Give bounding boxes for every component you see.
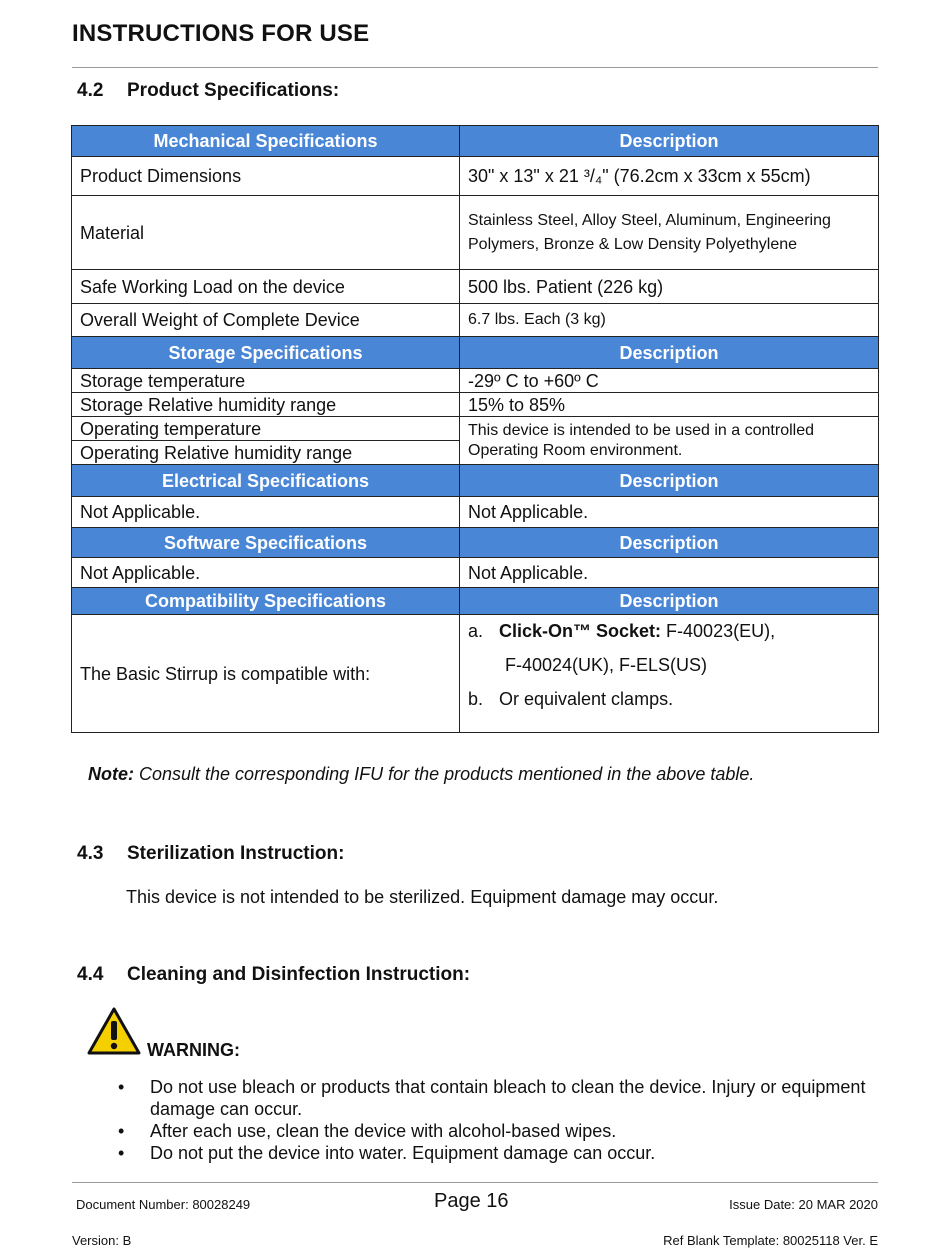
compat-item-b-text: Or equivalent clamps. (499, 689, 674, 709)
table-row (72, 196, 879, 270)
list-item: • Do not put the device into water. Equipment damage can occur. (118, 1143, 656, 1163)
section-number: 4.3 (77, 843, 104, 864)
section-number: 4.2 (77, 80, 104, 101)
compat-item-a (468, 619, 870, 643)
bullet-text: Do not use bleach or products that contain bleach to clean the device. Injury or equipment damage can occur. (150, 1077, 866, 1119)
spec-label: Safe Working Load on the device (72, 270, 460, 304)
list-marker: b. (468, 689, 484, 709)
warning-triangle-icon (86, 1006, 142, 1056)
compat-product-name: Click-On™ Socket: (499, 621, 662, 641)
table-row (72, 393, 879, 417)
list-item: • Do not use bleach or products that contain bleach to clean the device. Injury or equipment damage can occur. (118, 1077, 866, 1119)
spec-value: 500 lbs. Patient (226 kg) (460, 270, 879, 304)
table-row (72, 417, 879, 441)
bullet-text: After each use, clean the device with alcohol-based wipes. (150, 1121, 617, 1141)
note-label: Note: (88, 764, 134, 784)
spec-value: -29º C to +60º C (460, 369, 879, 393)
table-row (72, 369, 879, 393)
bullet-text: Do not put the device into water. Equipment damage can occur. (150, 1143, 656, 1163)
table-header-row (72, 126, 879, 157)
spec-label: The Basic Stirrup is compatible with: (72, 615, 460, 733)
section-title: Sterilization Instruction: (127, 843, 345, 864)
page-number: Page 16 (434, 1190, 509, 1212)
table-row (72, 304, 879, 337)
spec-label: Operating Relative humidity range (72, 441, 460, 465)
header-cell: Description (460, 528, 879, 558)
compat-product-codes: F-40023(EU), (661, 621, 776, 641)
table-row (72, 270, 879, 304)
section-title: Product Specifications: (127, 80, 340, 101)
list-item: • After each use, clean the device with alcohol-based wipes. (118, 1121, 617, 1141)
table-header-row (72, 588, 879, 615)
spec-value: 15% to 85% (460, 393, 879, 417)
issue-date: Issue Date: 20 MAR 2020 (729, 1197, 878, 1212)
table-row (72, 157, 879, 196)
spec-label: Not Applicable. (72, 558, 460, 588)
spec-value: 30" x 13" x 21 ³/₄" (76.2cm x 33cm x 55cm) (460, 157, 879, 196)
spec-value: This device is intended to be used in a controlled Operating Room environment. (460, 417, 879, 465)
version: Version: B (72, 1233, 132, 1248)
header-cell: Description (460, 126, 879, 157)
table-header-row (72, 337, 879, 369)
spec-label: Not Applicable. (72, 497, 460, 528)
list-marker: a. (468, 621, 484, 641)
spec-label: Overall Weight of Complete Device (72, 304, 460, 337)
spec-label: Storage Relative humidity range (72, 393, 460, 417)
header-cell: Software Specifications (72, 528, 460, 558)
section-4-2-heading (77, 80, 339, 102)
header-cell: Description (460, 337, 879, 369)
warning-label: WARNING: (147, 1040, 240, 1060)
spec-label: Storage temperature (72, 369, 460, 393)
section-4-4-heading (77, 964, 470, 986)
header-cell: Mechanical Specifications (72, 126, 460, 157)
header-cell: Description (460, 465, 879, 497)
spec-value: Stainless Steel, Alloy Steel, Aluminum, Engineering Polymers, Bronze & Low Density Polyethylene (460, 196, 879, 270)
warning-list (118, 1076, 878, 1164)
spec-value: Not Applicable. (460, 497, 879, 528)
spec-label: Operating temperature (72, 417, 460, 441)
note-text: Consult the corresponding IFU for the products mentioned in the above table. (134, 764, 755, 784)
section-title: Cleaning and Disinfection Instruction: (127, 964, 471, 985)
compat-item-b (468, 687, 870, 711)
compat-item-a-cont: F-40024(UK), F-ELS(US) (505, 655, 708, 675)
table-note (88, 764, 754, 785)
header-cell: Description (460, 588, 879, 615)
product-specifications-table (71, 125, 879, 733)
spec-label: Product Dimensions (72, 157, 460, 196)
table-row (72, 615, 879, 733)
table-row (72, 497, 879, 528)
document-title: INSTRUCTIONS FOR USE (72, 20, 370, 47)
header-cell: Storage Specifications (72, 337, 460, 369)
header-divider (72, 67, 878, 68)
footer-divider (72, 1182, 878, 1183)
section-4-3-heading (77, 843, 344, 865)
spec-label: Material (72, 196, 460, 270)
section-number: 4.4 (77, 964, 104, 985)
table-header-row (72, 528, 879, 558)
header-cell: Compatibility Specifications (72, 588, 460, 615)
spec-value: Not Applicable. (460, 558, 879, 588)
sterilization-text: This device is not intended to be sterilized. Equipment damage may occur. (126, 887, 719, 907)
header-cell: Electrical Specifications (72, 465, 460, 497)
table-header-row (72, 465, 879, 497)
document-number: Document Number: 80028249 (76, 1197, 251, 1212)
table-row (72, 558, 879, 588)
spec-value (460, 615, 879, 733)
ref-template: Ref Blank Template: 80025118 Ver. E (663, 1233, 878, 1248)
spec-value: 6.7 lbs. Each (3 kg) (460, 304, 879, 337)
